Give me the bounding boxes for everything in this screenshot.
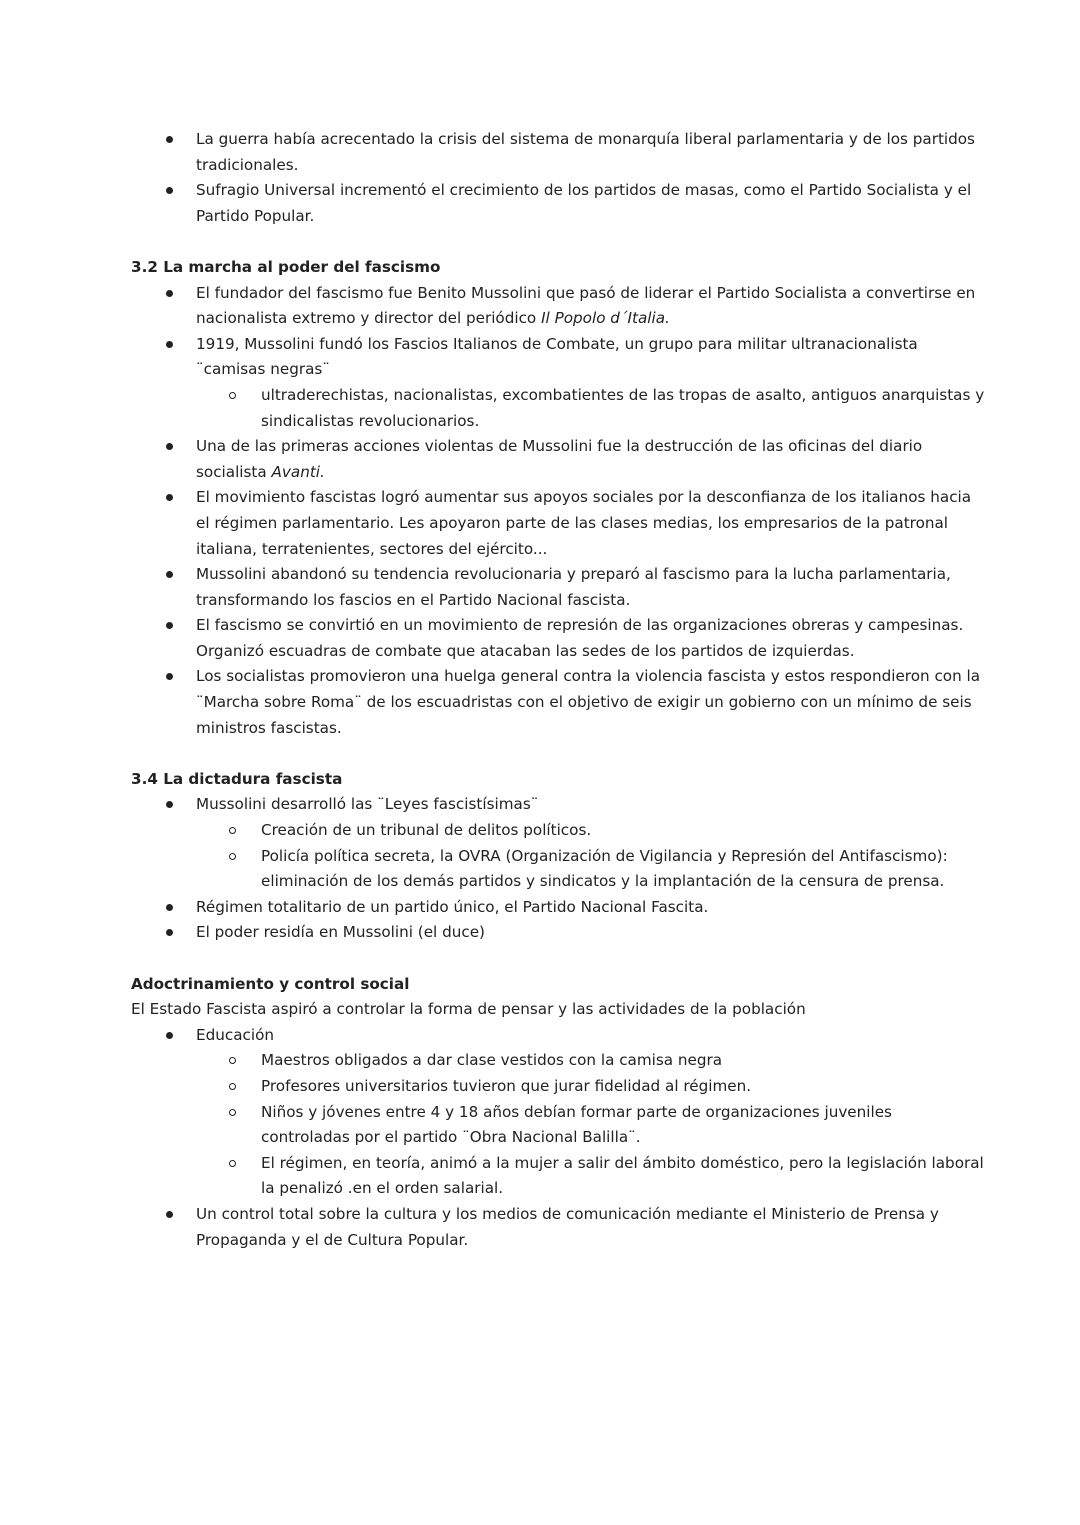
sub-list-item-text: sindicalistas revolucionarios.	[261, 411, 480, 430]
hollow-bullet-icon	[229, 1109, 236, 1116]
paragraph: El Estado Fascista aspiró a controlar la forma de pensar y las actividades de la población	[131, 1000, 806, 1019]
list-item-text: 1919, Mussolini fundó los Fascios Italianos de Combate, un grupo para militar ultranacionalista	[196, 334, 918, 353]
list-item-text: nacionalista extremo y director del periódico	[196, 309, 542, 328]
list-item-continuation	[0, 537, 1080, 563]
list-item-continuation	[0, 460, 1080, 486]
list-item-text: el régimen parlamentario. Les apoyaron parte de las clases medias, los empresarios de la patronal	[196, 513, 949, 532]
bullet-icon	[166, 136, 173, 143]
list-item-text: Una de las primeras acciones violentas de Mussolini fue la destrucción de las oficinas del diario	[196, 437, 923, 456]
bullet-icon	[166, 622, 173, 629]
list-item	[0, 485, 1080, 511]
list-item	[0, 613, 1080, 639]
list-item-text: Régimen totalitario de un partido único, el Partido Nacional Fascita.	[196, 897, 709, 916]
section-heading: 3.4 La dictadura fascista	[131, 769, 343, 788]
list-item	[0, 434, 1080, 460]
list-item-continuation	[0, 357, 1080, 383]
list-item-continuation	[0, 306, 1080, 332]
sub-list-item-text: eliminación de los demás partidos y sindicatos y la implantación de la censura de prensa.	[261, 872, 945, 891]
sub-list-item-text: Policía política secreta, la OVRA (Organización de Vigilancia y Represión del Antifascismo):	[261, 846, 948, 865]
list-item	[0, 127, 1080, 153]
list-item-continuation	[0, 153, 1080, 179]
list-item	[0, 792, 1080, 818]
sub-list-item	[0, 1048, 1080, 1074]
list-item-text: El poder residía en Mussolini (el duce)	[196, 923, 485, 942]
sub-list-item-text: Profesores universitarios tuvieron que jurar fidelidad al régimen.	[261, 1076, 752, 1095]
sub-list-item	[0, 383, 1080, 409]
list-item-text: El movimiento fascistas logró aumentar sus apoyos sociales por la desconfianza de los italianos hacia	[196, 488, 972, 507]
bullet-icon	[166, 341, 173, 348]
bullet-icon	[166, 443, 173, 450]
section-heading: 3.2 La marcha al poder del fascismo	[131, 257, 441, 276]
sub-list-item-text: Niños y jóvenes entre 4 y 18 años debían formar parte de organizaciones juveniles	[261, 1102, 892, 1121]
list-item-text: Un control total sobre la cultura y los medios de comunicación mediante el Ministerio de Prensa y	[196, 1204, 939, 1223]
sub-list-item	[0, 1074, 1080, 1100]
list-item-text: Mussolini abandonó su tendencia revolucionaria y preparó al fascismo para la lucha parlamentaria,	[196, 565, 951, 584]
list-item	[0, 332, 1080, 358]
list-item-text: Organizó escuadras de combate que atacaban las sedes de los partidos de izquierdas.	[196, 641, 855, 660]
bullet-icon	[166, 1032, 173, 1039]
bullet-icon	[166, 290, 173, 297]
newspaper-title: Il Popolo d´Italia.	[541, 309, 670, 328]
hollow-bullet-icon	[229, 1057, 236, 1064]
document-page	[0, 127, 1080, 1253]
list-item-text: ministros fascistas.	[196, 718, 342, 737]
list-item-text: Propaganda y el de Cultura Popular.	[196, 1230, 469, 1249]
hollow-bullet-icon	[229, 853, 236, 860]
bullet-icon	[166, 494, 173, 501]
bullet-icon	[166, 571, 173, 578]
newspaper-title: Avanti.	[271, 462, 325, 481]
list-item-text: ¨Marcha sobre Roma¨ de los escuadristas con el objetivo de exigir un gobierno con un mínimo de seis	[196, 693, 972, 712]
list-item-text: transformando los fascios en el Partido Nacional fascista.	[196, 590, 631, 609]
hollow-bullet-icon	[229, 1160, 236, 1167]
list-item	[0, 664, 1080, 690]
bullet-icon	[166, 801, 173, 808]
sub-list-item-text: Maestros obligados a dar clase vestidos con la camisa negra	[261, 1051, 723, 1070]
list-item-text: Partido Popular.	[196, 206, 315, 225]
list-item-continuation	[0, 204, 1080, 230]
list-item-text: El fundador del fascismo fue Benito Mussolini que pasó de liderar el Partido Socialista a convertirse en	[196, 283, 976, 302]
list-item	[0, 895, 1080, 921]
list-item-continuation	[0, 716, 1080, 742]
list-item-text: La guerra había acrecentado la crisis del sistema de monarquía liberal parlamentaria y de los partidos	[196, 130, 975, 148]
list-item-continuation	[0, 1228, 1080, 1254]
list-item-continuation	[0, 690, 1080, 716]
sub-list-item-text: ultraderechistas, nacionalistas, excombatientes de las tropas de asalto, antiguos anarquistas y	[261, 385, 985, 404]
sub-list-item-text: controladas por el partido ¨Obra Nacional Balilla¨.	[261, 1128, 641, 1147]
list-item-continuation	[0, 588, 1080, 614]
list-item-text: Los socialistas promovieron una huelga general contra la violencia fascista y estos respondieron con la	[196, 667, 981, 686]
list-item-continuation	[0, 511, 1080, 537]
bullet-icon	[166, 673, 173, 680]
sub-list-item-continuation	[0, 1125, 1080, 1151]
list-item-text: Sufragio Universal incrementó el crecimiento de los partidos de masas, como el Partido Socialista y el	[196, 181, 972, 200]
list-item	[0, 1202, 1080, 1228]
bullet-icon	[166, 904, 173, 911]
bullet-icon	[166, 929, 173, 936]
list-item	[0, 920, 1080, 946]
bullet-icon	[166, 1211, 173, 1218]
list-item	[0, 562, 1080, 588]
sub-list-item-text: Creación de un tribunal de delitos políticos.	[261, 821, 592, 840]
sub-list-item	[0, 1151, 1080, 1177]
sub-list-item-text: El régimen, en teoría, animó a la mujer a salir del ámbito doméstico, pero la legislación laboral	[261, 1153, 984, 1172]
list-item-text: socialista	[196, 462, 272, 481]
hollow-bullet-icon	[229, 392, 236, 399]
list-item	[0, 1023, 1080, 1049]
sub-list-item-text: la penalizó .en el orden salarial.	[261, 1179, 504, 1198]
list-item-text: tradicionales.	[196, 155, 299, 174]
sub-list-item	[0, 1100, 1080, 1126]
section-heading: Adoctrinamiento y control social	[131, 974, 410, 993]
sub-list-item	[0, 818, 1080, 844]
sub-list-item-continuation	[0, 869, 1080, 895]
list-item	[0, 178, 1080, 204]
sub-list-item-continuation	[0, 1176, 1080, 1202]
list-item-text: El fascismo se convirtió en un movimiento de represión de las organizaciones obreras y campesinas.	[196, 616, 964, 635]
list-item-text: ¨camisas negras¨	[196, 360, 330, 379]
list-item-text: Mussolini desarrolló las ¨Leyes fascistísimas¨	[196, 795, 539, 814]
list-item-continuation	[0, 639, 1080, 665]
list-item	[0, 281, 1080, 307]
hollow-bullet-icon	[229, 1083, 236, 1090]
sub-list-item-continuation	[0, 409, 1080, 435]
bullet-icon	[166, 187, 173, 194]
list-item-text: italiana, terratenientes, sectores del ejército...	[196, 539, 548, 558]
sub-list-item	[0, 844, 1080, 870]
list-item-text: Educación	[196, 1025, 275, 1044]
hollow-bullet-icon	[229, 827, 236, 834]
